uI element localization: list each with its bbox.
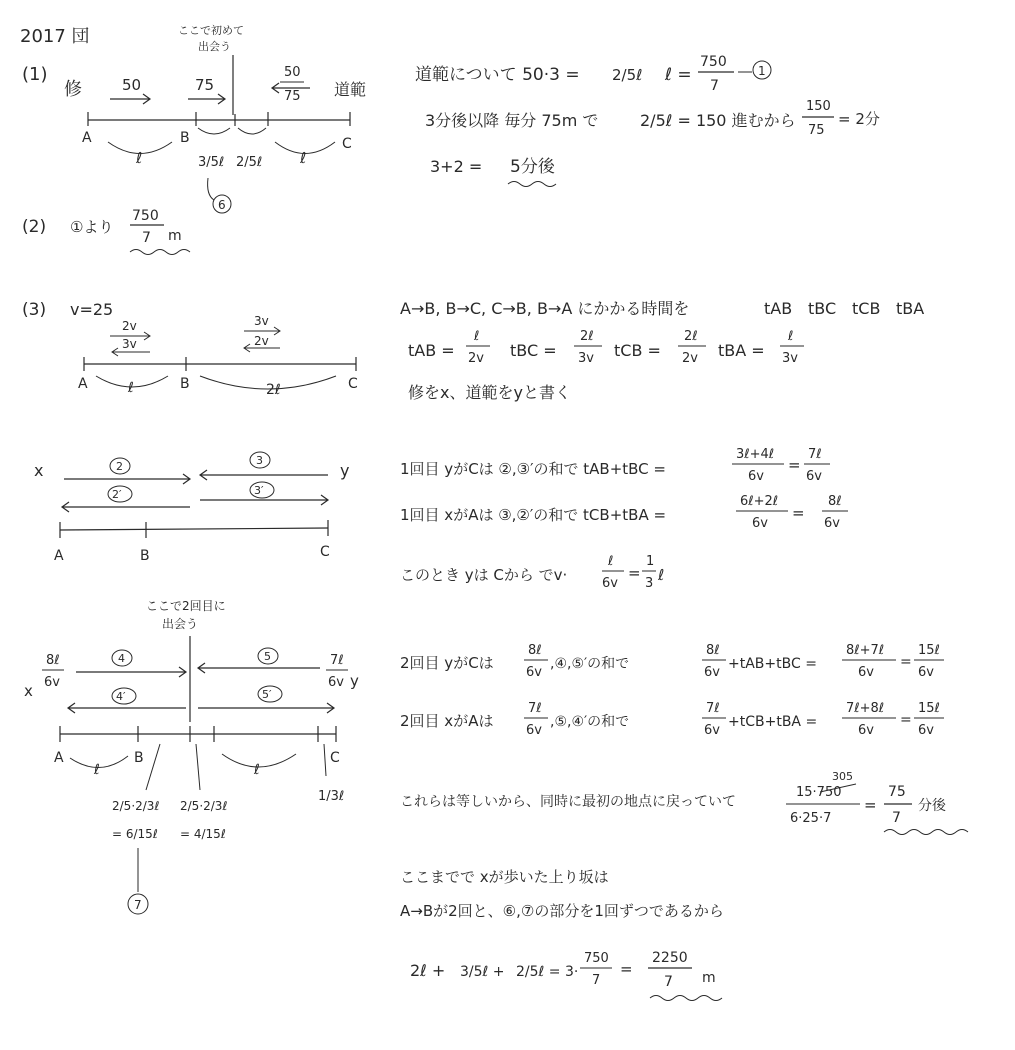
d3-arrow-4p — [68, 703, 186, 713]
p1-eq2-text: 3分後以降 毎分 75m で — [425, 111, 599, 130]
p3-tcb-num: 2ℓ — [684, 329, 698, 344]
p3-term-tcb: tCB — [852, 299, 881, 318]
d3-pointer-third — [324, 744, 326, 776]
d2-r1-res-num: 7ℓ — [808, 447, 822, 462]
d3-s5: A→Bが2回と、⑥,⑦の部分を1回ずつであるから — [400, 902, 724, 920]
d3-s2-tail: +tCB+tBA = — [728, 714, 818, 730]
d3-s1-c-den: 6v — [858, 665, 874, 680]
p3-line1: A→B, B→C, C→B, B→A にかかる時間を — [400, 299, 690, 318]
d2-circle-3-num: 3 — [256, 454, 263, 467]
p1-left-name: 修 — [64, 79, 82, 100]
p3-point-a: A — [78, 376, 88, 392]
d3-s1-d-num: 15ℓ — [918, 643, 940, 658]
p2-num: 750 — [132, 208, 159, 224]
p3-speed-2v: 2v — [122, 319, 137, 333]
d3-s1-d-den: 6v — [918, 665, 934, 680]
d2-y: y — [340, 461, 350, 480]
p1-frac-left: 3/5ℓ — [198, 155, 225, 170]
d3-f2a: 2/5·2/3ℓ — [180, 799, 228, 813]
d3-s1-mid: ,④,⑤′の和で — [550, 656, 630, 672]
d3-arrow-5p — [198, 703, 334, 713]
p1-arrow-mid — [188, 94, 225, 104]
p1-meet-note-2: 出会う — [198, 40, 231, 53]
d3-seg-l2: ℓ — [254, 762, 260, 778]
d3-seg-l1: ℓ — [94, 762, 100, 778]
d3-s3-underline — [884, 830, 968, 835]
p3-speed-3v: 3v — [122, 337, 137, 351]
p3-tbc-den: 3v — [578, 351, 594, 366]
d3-y-den: 6v — [328, 675, 344, 690]
p3-tba-den: 3v — [782, 351, 798, 366]
d2-point-a: A — [54, 548, 64, 564]
p3-speed-3v-r: 3v — [254, 314, 269, 328]
d3-s3: これらは等しいから、同時に最初の地点に戻っていて — [400, 794, 736, 810]
d3-end-frac: 1/3ℓ — [318, 789, 345, 804]
d3-s1-a-den: 6v — [526, 665, 542, 680]
d2-arrow-3 — [200, 470, 328, 480]
d3-meet-1: ここで2回目に — [146, 599, 226, 613]
d2-r2: 1回目 xがAは ③,②′の和で tCB+tBA = — [400, 506, 667, 524]
p1-speed-mid: 75 — [195, 76, 215, 94]
d2-r3-tail: ℓ — [658, 566, 665, 584]
p1-frac-right: 2/5ℓ — [236, 155, 263, 170]
p3-v-eq: v=25 — [70, 300, 114, 319]
p1-seg-bc: ℓ — [300, 149, 307, 167]
p1-brace-b-meet — [198, 128, 230, 134]
d3-circle-5p-num: 5′ — [262, 688, 272, 701]
p1-eq1-l: ℓ = — [665, 65, 692, 85]
d2-r3-eq: = — [628, 564, 641, 582]
d3-f1b: = 6/15ℓ — [112, 827, 158, 841]
d2-r3-res-den: 3 — [645, 576, 654, 591]
p3-tcb-label: tCB = — [614, 341, 661, 360]
d2-r2-res-num: 8ℓ — [828, 494, 842, 509]
p1-speed-right-top: 50 — [284, 65, 301, 80]
d2-circle-2-num: 2 — [116, 460, 123, 473]
d2-point-c: C — [320, 544, 330, 560]
d3-circle-4p-num: 4′ — [116, 690, 126, 703]
p3-label: (3) — [22, 300, 47, 320]
d3-s6-res-den: 7 — [664, 974, 673, 990]
d3-s6: 2ℓ + — [410, 961, 446, 980]
d3-pointer-right — [196, 744, 200, 790]
d2-number-line — [60, 528, 328, 530]
d3-circle-7-num: 7 — [134, 898, 142, 912]
d2-r1-den: 6v — [748, 469, 764, 484]
d3-meet-2: 出会う — [162, 617, 199, 631]
d3-s3-tail: 分後 — [918, 798, 946, 814]
d3-f2b: = 4/15ℓ — [180, 827, 226, 841]
d3-s6-num: 750 — [584, 951, 609, 966]
p2-den: 7 — [142, 230, 151, 246]
d3-pointer-left — [146, 744, 160, 790]
d3-s1-tail: +tAB+tBC = — [728, 656, 817, 672]
d2-r1: 1回目 yがCは ②,③′の和で tAB+tBC = — [400, 460, 666, 478]
p3-tba-num: ℓ — [788, 329, 794, 344]
p1-arrow-left — [110, 94, 150, 104]
p3-tcb-den: 2v — [682, 351, 698, 366]
d2-r3: このとき yは Cから でv· — [400, 566, 568, 584]
d2-x: x — [34, 461, 44, 480]
d3-circle-5-num: 5 — [264, 650, 271, 663]
d3-s6-den: 7 — [592, 973, 601, 988]
d2-r3-den: 6v — [602, 576, 618, 591]
p1-eq2-frac: 2/5ℓ = 150 進むから — [640, 111, 796, 130]
d3-s1-c-num: 8ℓ+7ℓ — [846, 643, 885, 658]
d2-arrow-3p — [200, 495, 328, 505]
p3-tba-label: tBA = — [718, 341, 765, 360]
d2-arrow-2 — [64, 474, 190, 484]
p1-eq2-den: 75 — [808, 123, 825, 138]
p1-point-c: C — [342, 136, 352, 152]
p1-speed-left: 50 — [122, 76, 142, 94]
d3-s2: 2回目 xがAは — [400, 712, 494, 730]
d3-circle-4-num: 4 — [118, 652, 125, 665]
d3-s3-num-over: 305 — [832, 770, 853, 783]
p1-eq1-circle-num: 1 — [758, 64, 766, 78]
d2-r2-den: 6v — [752, 516, 768, 531]
d2-r1-res-den: 6v — [806, 469, 822, 484]
p2-text: ①より — [70, 218, 114, 236]
p1-eq3-underline — [508, 182, 556, 187]
p2-underline — [130, 250, 190, 255]
d3-s2-d-den: 6v — [918, 723, 934, 738]
d3-arrow-5 — [198, 663, 320, 673]
p1-meet-note-1: ここで初めて — [178, 24, 244, 37]
d3-s2-d-num: 15ℓ — [918, 701, 940, 716]
d3-s1-a-num: 8ℓ — [528, 643, 542, 658]
year-tag: 2017 団 — [20, 26, 90, 47]
d3-s3-den: 6·25·7 — [790, 811, 832, 826]
p1-right-name: 道範 — [334, 80, 367, 99]
p1-eq3-text: 3+2 = — [430, 157, 483, 176]
d3-x-den: 6v — [44, 675, 60, 690]
p1-brace-meet-mid — [238, 128, 266, 134]
d3-s2-c-num: 7ℓ+8ℓ — [846, 701, 885, 716]
p1-eq1-text: 道範について 50·3 = — [415, 65, 580, 85]
d3-s3-res-num: 75 — [888, 784, 906, 800]
p1-point-a: A — [82, 130, 92, 146]
p3-term-tab: tAB — [764, 299, 793, 318]
d3-s3-res-den: 7 — [892, 810, 901, 826]
p1-eq1-frac: 2/5ℓ — [612, 66, 643, 84]
d3-arrow-4 — [76, 667, 186, 677]
d3-x-num: 8ℓ — [46, 653, 60, 668]
d3-s6-b: 2/5ℓ = 3· — [516, 964, 579, 980]
d2-point-b: B — [140, 548, 150, 564]
p1-speed-right-bottom: 75 — [284, 89, 301, 104]
d2-circle-2p-num: 2′ — [112, 488, 122, 501]
d3-s4: ここまでで xが歩いた上り坂は — [400, 868, 609, 886]
d3-s1-b-num: 8ℓ — [706, 643, 720, 658]
d3-s2-eq: = — [900, 712, 912, 728]
d3-y-num: 7ℓ — [330, 653, 344, 668]
d3-s3-eq: = — [864, 796, 877, 814]
p1-eq3-answer: 5分後 — [510, 157, 555, 177]
d3-s3-num: 15·750 — [796, 785, 842, 800]
p3-point-c: C — [348, 376, 358, 392]
d2-arrow-2p — [62, 502, 190, 512]
d3-s1-b-den: 6v — [704, 665, 720, 680]
p3-tab-label: tAB = — [408, 341, 455, 360]
d3-s2-b-num: 7ℓ — [706, 701, 720, 716]
p1-label: (1) — [22, 64, 48, 85]
d3-s2-a-den: 6v — [526, 723, 542, 738]
d2-r2-eq: = — [792, 504, 805, 522]
p3-speed-2v-r: 2v — [254, 334, 269, 348]
d3-s2-mid: ,⑤,④′の和で — [550, 714, 630, 730]
d2-r2-num: 6ℓ+2ℓ — [740, 494, 779, 509]
d3-s2-c-den: 6v — [858, 723, 874, 738]
d3-y: y — [350, 672, 359, 690]
d2-circle-3p-num: 3′ — [254, 484, 264, 497]
d3-s2-b-den: 6v — [704, 723, 720, 738]
d2-r2-res-den: 6v — [824, 516, 840, 531]
d3-point-a: A — [54, 750, 64, 766]
p1-pointer-6 — [208, 178, 214, 200]
d3-s1: 2回目 yがCは — [400, 654, 494, 672]
p3-term-tba: tBA — [896, 299, 925, 318]
d3-s6-a: 3/5ℓ + — [460, 964, 505, 980]
p3-tab-num: ℓ — [474, 329, 480, 344]
d2-r3-res-num: 1 — [646, 554, 655, 569]
p3-seg-l: ℓ — [128, 380, 134, 396]
d3-s2-a-num: 7ℓ — [528, 701, 542, 716]
p3-tbc-label: tBC = — [510, 341, 557, 360]
d3-x: x — [24, 682, 33, 700]
d3-point-c: C — [330, 750, 340, 766]
p1-seg-ab: ℓ — [136, 149, 143, 167]
d3-s6-unit: m — [702, 970, 716, 986]
p1-eq1-den: 7 — [710, 78, 719, 94]
p1-circle-6-num: 6 — [218, 198, 226, 212]
p3-line3: 修をx、道範をyと書く — [408, 383, 571, 402]
d3-f1a: 2/5·2/3ℓ — [112, 799, 160, 813]
p2-unit: m — [168, 228, 182, 244]
p1-eq2-num: 150 — [806, 99, 831, 114]
p3-point-b: B — [180, 376, 190, 392]
p1-eq1-num: 750 — [700, 54, 727, 70]
d2-r1-eq: = — [788, 456, 801, 474]
d3-s6-eq: = — [620, 960, 633, 978]
p1-point-b: B — [180, 130, 190, 146]
d3-s6-res-num: 2250 — [652, 950, 688, 966]
d3-point-b: B — [134, 750, 144, 766]
d2-r3-num: ℓ — [608, 554, 614, 569]
d3-s6-underline — [650, 996, 722, 1001]
d2-r1-num: 3ℓ+4ℓ — [736, 447, 775, 462]
p3-tbc-num: 2ℓ — [580, 329, 594, 344]
p3-tab-den: 2v — [468, 351, 484, 366]
d3-s1-eq: = — [900, 654, 912, 670]
p3-term-tbc: tBC — [808, 299, 837, 318]
p1-eq2-res: = 2分 — [838, 110, 880, 128]
p2-label: (2) — [22, 217, 47, 237]
p3-seg-2l: 2ℓ — [266, 382, 281, 398]
